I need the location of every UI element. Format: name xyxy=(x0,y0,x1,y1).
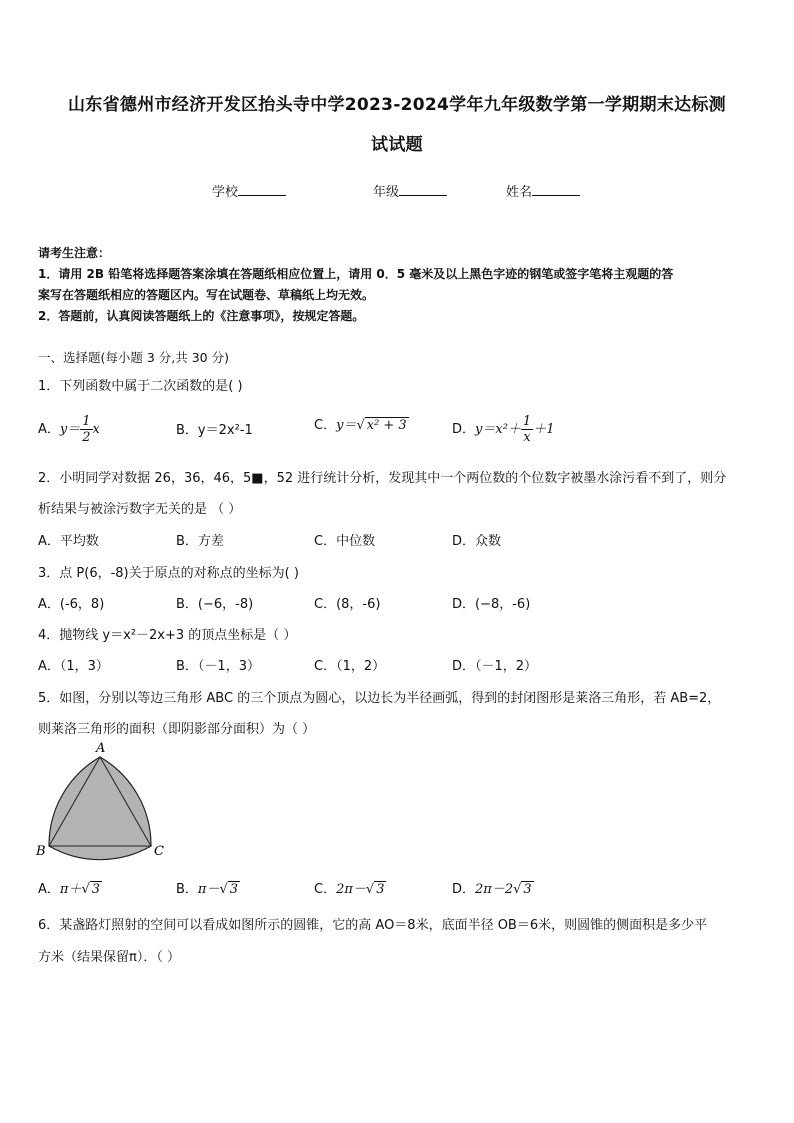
question-2-options xyxy=(38,530,758,552)
q5-a-radicand: 3 xyxy=(91,882,101,897)
question-3-options xyxy=(38,593,758,615)
exam-title-line2: 试试题 xyxy=(371,135,423,155)
q1-a-num: 1 xyxy=(82,414,91,429)
q3-option-d[interactable]: D．(−8，-6) xyxy=(452,597,531,612)
vertex-label-b: B xyxy=(36,844,46,859)
q2-option-d[interactable]: D．众数 xyxy=(452,534,502,549)
question-2-stem-cont: 析结果与被涂污数字无关的是 （ ） xyxy=(38,502,242,517)
q1-d-fraction xyxy=(521,414,533,445)
q1-a-y: y＝ xyxy=(59,422,81,437)
q1-a-den: 2 xyxy=(82,430,91,445)
question-5-stem-cont: 则莱洛三角形的面积（即阴影部分面积）为（ ） xyxy=(38,722,316,737)
grade-field[interactable] xyxy=(373,181,447,200)
notice-item-1: 1．请用 2B 铅笔将选择题答案涂填在答题纸相应位置上，请用 0．5 毫米及以上黑色字迹的钢笔或签字笔将主观题的答 xyxy=(38,267,674,281)
q1-option-d[interactable] xyxy=(452,414,554,445)
q1-d-num: 1 xyxy=(522,414,532,429)
question-1-stem: 1．下列函数中属于二次函数的是( ) xyxy=(38,379,243,394)
q5-d-radicand: 3 xyxy=(523,882,532,897)
question-6-stem-cont: 方米（结果保留π）．（ ） xyxy=(38,950,180,965)
question-4-options xyxy=(38,655,758,677)
school-blank[interactable] xyxy=(238,182,286,196)
q1-d-den: x xyxy=(523,430,531,445)
grade-label: 年级 xyxy=(373,185,400,200)
q5-c-sqrt: √ 3 xyxy=(365,882,385,897)
q5-option-d[interactable] xyxy=(452,878,534,897)
question-5-stem: 5．如图，分别以等边三角形 ABC 的三个顶点为圆心，以边长为半径画弧，得到的封闭图形是莱洛三角形，若 AB=2， xyxy=(38,691,721,706)
q5-c-radicand: 3 xyxy=(376,882,385,897)
q5-option-a[interactable] xyxy=(38,878,102,897)
q4-option-d[interactable]: D．（－1，2） xyxy=(452,659,538,674)
grade-blank[interactable] xyxy=(399,182,447,196)
notice-item-2: 2．答题前，认真阅读答题纸上的《注意事项》，按规定答题。 xyxy=(38,309,365,323)
question-1-options xyxy=(38,414,758,445)
name-blank[interactable] xyxy=(532,182,580,196)
q5-d-sqrt: √ 3 xyxy=(513,882,532,897)
q1-a-fraction xyxy=(80,414,92,445)
q5-option-b[interactable] xyxy=(176,878,240,897)
name-label: 姓名 xyxy=(506,185,533,200)
q5-a-prefix: A． xyxy=(38,882,60,897)
q5-c-prefix: C． xyxy=(314,882,337,897)
q5-c-term: 2π－ xyxy=(336,882,366,897)
q3-option-b[interactable]: B．(−6，-8) xyxy=(176,597,254,612)
q5-b-sqrt: √ 3 xyxy=(219,882,239,897)
q5-d-term: 2π－2 xyxy=(475,882,514,897)
q2-option-c[interactable]: C．中位数 xyxy=(314,534,376,549)
q1-d-prefix: D． xyxy=(452,422,476,437)
q3-option-a[interactable]: A．(-6，8) xyxy=(38,597,105,612)
q5-a-sqrt: √ 3 xyxy=(81,882,101,897)
question-5-options xyxy=(38,878,758,900)
q1-c-y: y＝ xyxy=(336,418,357,433)
vertex-label-c: C xyxy=(154,844,164,859)
reuleaux-triangle-figure xyxy=(34,740,174,865)
q5-d-prefix: D． xyxy=(452,882,476,897)
q4-option-b[interactable]: B．（－1，3） xyxy=(176,659,260,674)
section-heading: 一、选择题(每小题 3 分,共 30 分) xyxy=(38,350,229,365)
reuleaux-shaded-region xyxy=(49,757,151,860)
q1-option-a[interactable] xyxy=(38,414,100,445)
notice-heading: 请考生注意： xyxy=(38,246,111,260)
q4-option-a[interactable]: A．（1，3） xyxy=(38,659,109,674)
question-2-stem: 2．小明同学对数据 26，36，46，5■，52 进行统计分析，发现其中一个两位数的个位数字被墨水涂污看不到了，则分 xyxy=(38,471,727,486)
exam-title-line1: 山东省德州市经济开发区抬头寺中学2023-2024学年九年级数学第一学期期末达标测 xyxy=(68,95,726,115)
q1-c-radicand: x² + 3 xyxy=(366,418,407,433)
notice-item-1-cont: 案写在答题纸相应的答题区内。写在试题卷、草稿纸上均无效。 xyxy=(38,288,375,302)
q1-option-c[interactable] xyxy=(314,414,409,433)
q5-a-term: π＋ xyxy=(59,882,82,897)
q2-option-a[interactable]: A．平均数 xyxy=(38,534,99,549)
name-field[interactable] xyxy=(506,181,580,200)
school-field[interactable] xyxy=(212,181,286,200)
q2-option-b[interactable]: B．方差 xyxy=(176,534,224,549)
q1-a-x: x xyxy=(92,422,100,437)
q4-option-c[interactable]: C．（1，2） xyxy=(314,659,386,674)
exam-notice xyxy=(38,243,758,327)
q1-option-b[interactable]: B．y＝2x²-1 xyxy=(176,423,253,438)
q5-option-c[interactable] xyxy=(314,878,386,897)
q1-d-tail: ＋1 xyxy=(533,422,555,437)
q1-d-y: y＝x²＋ xyxy=(475,422,521,437)
question-6-stem: 6．某盏路灯照射的空间可以看成如图所示的圆锥，它的高 AO＝8米，底面半径 OB＝6米，则圆锥的侧面积是多少平 xyxy=(38,918,708,933)
q1-c-sqrt: √ x² + 3 xyxy=(356,418,407,433)
vertex-label-a: A xyxy=(96,741,106,756)
q3-option-c[interactable]: C．(8，-6) xyxy=(314,597,381,612)
question-3-stem: 3．点 P(6，-8)关于原点的对称点的坐标为( ) xyxy=(38,566,299,581)
q5-b-prefix: B． xyxy=(176,882,198,897)
q5-b-term: π－ xyxy=(197,882,220,897)
q5-b-radicand: 3 xyxy=(229,882,239,897)
school-label: 学校 xyxy=(212,185,239,200)
q1-a-prefix: A． xyxy=(38,422,60,437)
question-4-stem: 4．抛物线 y＝x²－2x+3 的顶点坐标是（ ） xyxy=(38,628,297,643)
q1-c-prefix: C． xyxy=(314,418,337,433)
